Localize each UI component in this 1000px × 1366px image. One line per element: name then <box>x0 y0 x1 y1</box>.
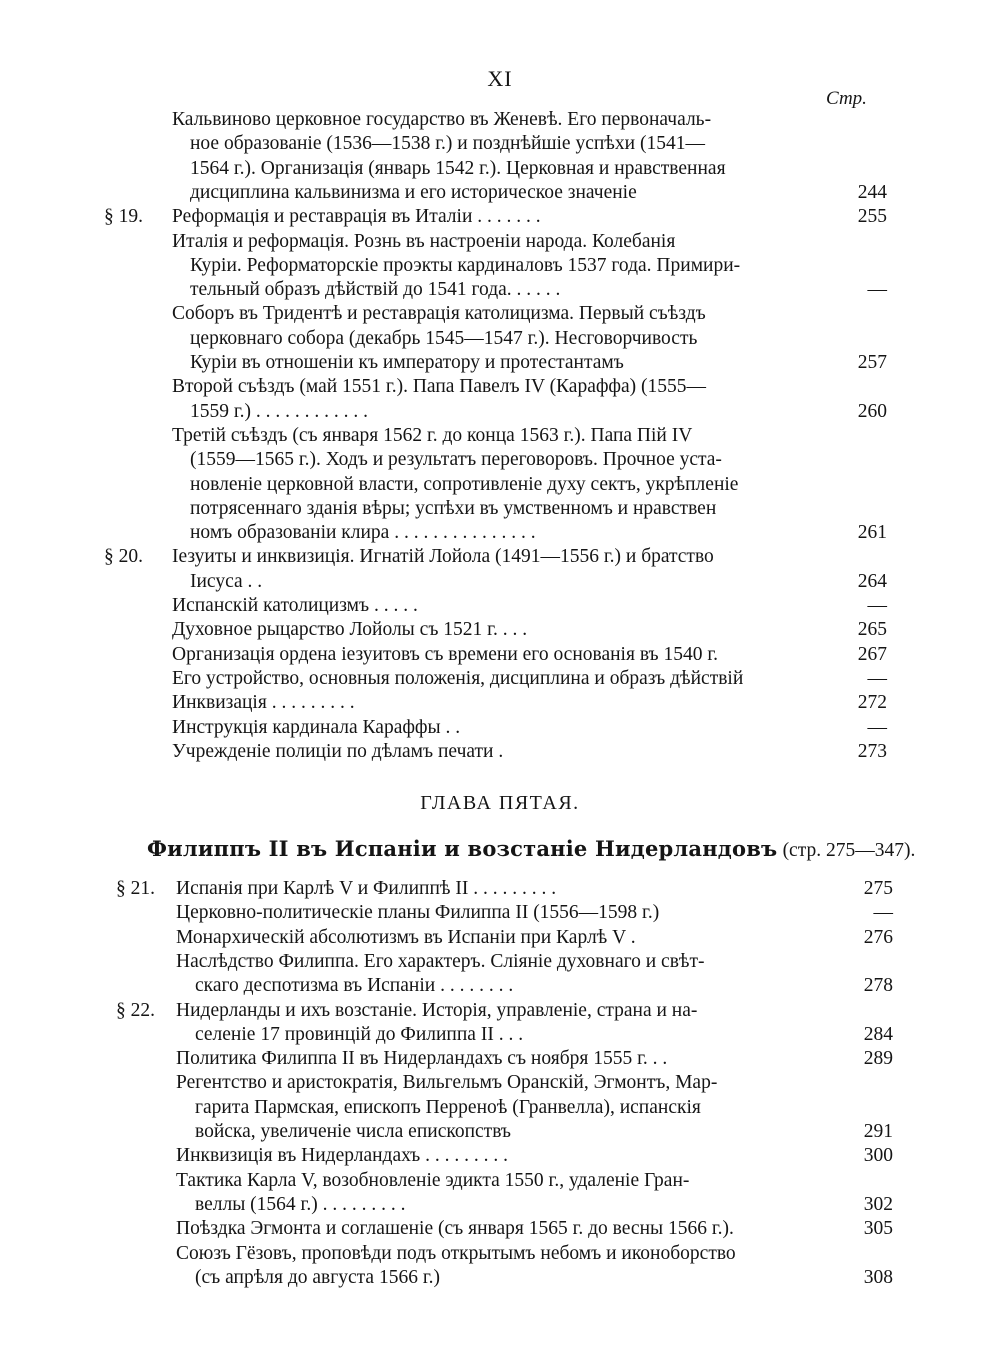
toc-entry-text: Второй съѣздъ (май 1551 г.). Папа Павелъ IV (Караффа) (1555— <box>172 376 707 398</box>
toc-entry-text: Куріи въ отношеніи къ императору и протестантамъ <box>190 352 624 373</box>
toc-entry-text: (1559—1565 г.). Ходъ и результатъ переговоровъ. Прочное уста- <box>190 449 722 471</box>
toc-entry-text: Монархическій абсолютизмъ въ Испаніи при Карлѣ V . <box>176 926 636 948</box>
toc-entry-page: 291 <box>863 1121 893 1142</box>
toc-entry-text: скаго деспотизма въ Испаніи . . . . . . . . <box>195 975 514 997</box>
section-number: § 22. <box>116 999 155 1021</box>
toc-entry-page: 300 <box>863 1145 893 1167</box>
toc-entry-text: Соборъ въ Тридентѣ и реставрація католицизма. Первый съѣздъ <box>172 303 706 325</box>
toc-entry-page: — <box>867 667 887 689</box>
toc-entry-page: 284 <box>863 1023 893 1045</box>
toc-entry-page: — <box>873 902 893 924</box>
toc-entry-text: Духовное рыцарство Лойолы съ 1521 г. . . . <box>172 619 528 641</box>
toc-entry-text: Наслѣдство Филиппа. Его характеръ. Сліяніе духовнаго и свѣт- <box>176 950 705 972</box>
chapter-page-range: (стр. 275—347). <box>782 840 916 861</box>
toc-entry-text: номъ образованіи клира . . . . . . . . . . . . . . . <box>190 522 536 544</box>
toc-entry-text: 1559 г.) . . . . . . . . . . . . <box>190 400 369 422</box>
section-number: § 19. <box>104 206 143 228</box>
page-number: XI <box>487 66 513 91</box>
toc-entry-page: — <box>867 716 887 738</box>
toc-entry-page: 289 <box>863 1048 893 1070</box>
toc-entry-page: 273 <box>857 740 887 762</box>
toc-entry-page: 255 <box>857 206 887 228</box>
toc-entry-page: 265 <box>857 619 887 641</box>
toc-entry-text: Организація ордена іезуитовъ съ времени его основанія въ 1540 г. <box>172 643 719 665</box>
toc-entry-text: потрясеннаго зданія вѣры; успѣхи въ умственномъ и нравствен <box>190 497 717 519</box>
toc-entry-text: Церковно-политическіе планы Филиппа II (1556—1598 г.) <box>176 902 660 924</box>
toc-entry-text: войска, увеличеніе числа епископствъ <box>195 1121 511 1142</box>
toc-entry-text: Іисуса . . <box>190 570 263 592</box>
toc-entry-page: 278 <box>863 975 893 997</box>
toc-entry-text: Испанскій католицизмъ . . . . . <box>172 595 418 616</box>
toc-entry-text: Политика Филиппа II въ Нидерландахъ съ ноября 1555 г. . . <box>176 1048 668 1070</box>
toc-entry-text: Инквизиція въ Нидерландахъ . . . . . . . . . <box>176 1145 508 1167</box>
toc-entry-text: новленіе церковной власти, сопротивленіе духу сектъ, укрѣпленіе <box>190 473 739 495</box>
toc-entry-text: Реформація и реставрація въ Италіи . . . . . . . <box>172 206 541 228</box>
toc-entry-text: Союзъ Гёзовъ, проповѣди подъ открытымъ небомъ и иконоборство <box>176 1242 736 1264</box>
toc-entry-text: Регентство и аристократія, Вильгельмъ Оранскій, Эгмонтъ, Мар- <box>176 1072 718 1094</box>
toc-entry-page: 267 <box>857 643 887 665</box>
toc-entry-page: 305 <box>863 1218 893 1240</box>
toc-entry-text: Учрежденіе полиціи по дѣламъ печати . <box>172 740 504 762</box>
toc-entry-text: ное образованіе (1536—1538 г.) и позднѣйшіе успѣхи (1541— <box>190 133 705 155</box>
toc-entry-page: 276 <box>863 926 893 948</box>
toc-entry-text: Поѣздка Эгмонта и соглашеніе (съ января 1565 г. до весны 1566 г.). <box>176 1218 734 1240</box>
toc-entry-text: церковнаго собора (декабрь 1545—1547 г.). Несговорчивость <box>190 327 698 349</box>
toc-entry-page: 302 <box>863 1193 893 1215</box>
toc-entry-text: веллы (1564 г.) . . . . . . . . . <box>195 1193 406 1215</box>
toc-entry-page: 260 <box>857 400 887 422</box>
toc-entry-text: тельный образъ дѣйствій до 1541 года. . . . . . <box>190 279 561 301</box>
chapter-title <box>147 836 915 862</box>
toc-entry-page: — <box>867 595 887 616</box>
toc-entry-text: Инструкція кардинала Караффы . . <box>172 716 461 738</box>
toc-entry-text: Іезуиты и инквизиція. Игнатій Лойола (1491—1556 г.) и братство <box>172 546 714 568</box>
toc-entry-text: Нидерланды и ихъ возстаніе. Исторія, управленіе, страна и на- <box>176 999 698 1021</box>
toc-entry-page: 261 <box>857 522 887 544</box>
toc-entry-text: селеніе 17 провинцій до Филиппа II . . . <box>195 1023 524 1045</box>
toc-entry-text: Инквизація . . . . . . . . . <box>172 692 355 714</box>
toc-entry-text: гарита Пармская, епископъ Перреноѣ (Гранвелла), испанскія <box>195 1096 701 1118</box>
toc-entry-text: Его устройство, основныя положенія, дисциплина и образъ дѣйствій <box>172 667 744 689</box>
toc-entry-page: — <box>867 279 887 301</box>
toc-entry-page: 264 <box>857 570 887 592</box>
toc-entry-text: Тактика Карла V, возобновленіе эдикта 1550 г., удаленіе Гран- <box>176 1169 690 1191</box>
toc-entry-text: 1564 г.). Организація (январь 1542 г.). Церковная и нравственная <box>190 157 726 179</box>
toc-entry-text: Кальвиново церковное государство въ Женевѣ. Его первоначаль- <box>172 109 712 130</box>
toc-entry-text: дисциплина кальвинизма и его историческое значеніе <box>190 181 637 203</box>
section-number: § 21. <box>116 878 155 899</box>
toc-entry-page: 275 <box>863 878 893 899</box>
toc-entry-page: 308 <box>863 1266 893 1288</box>
toc-entry-text: Куріи. Реформаторскіе проэкты кардиналовъ 1537 года. Примири- <box>190 254 741 276</box>
chapter-title-text: Филиппъ II въ Испаніи и возстаніе Нидерландовъ <box>147 836 778 861</box>
chapter-label: ГЛАВА ПЯТАЯ. <box>420 792 580 814</box>
toc-entry-text: Испанія при Карлѣ V и Филиппѣ II . . . . . . . . . <box>176 878 557 899</box>
toc-entry-text: Третій съѣздъ (съ января 1562 г. до конца 1563 г.). Папа Пій IV <box>172 424 693 446</box>
toc-entry-page: 272 <box>857 692 887 714</box>
toc-entry-text: Италія и реформація. Рознь въ настроеніи народа. Колебанія <box>172 230 676 252</box>
toc-entry-text: (съ апрѣля до августа 1566 г.) <box>195 1266 440 1288</box>
pages-column-header: Стр. <box>826 88 867 109</box>
section-number: § 20. <box>104 546 143 568</box>
toc-entry-page: 244 <box>857 181 887 203</box>
toc-entry-page: 257 <box>857 352 887 373</box>
